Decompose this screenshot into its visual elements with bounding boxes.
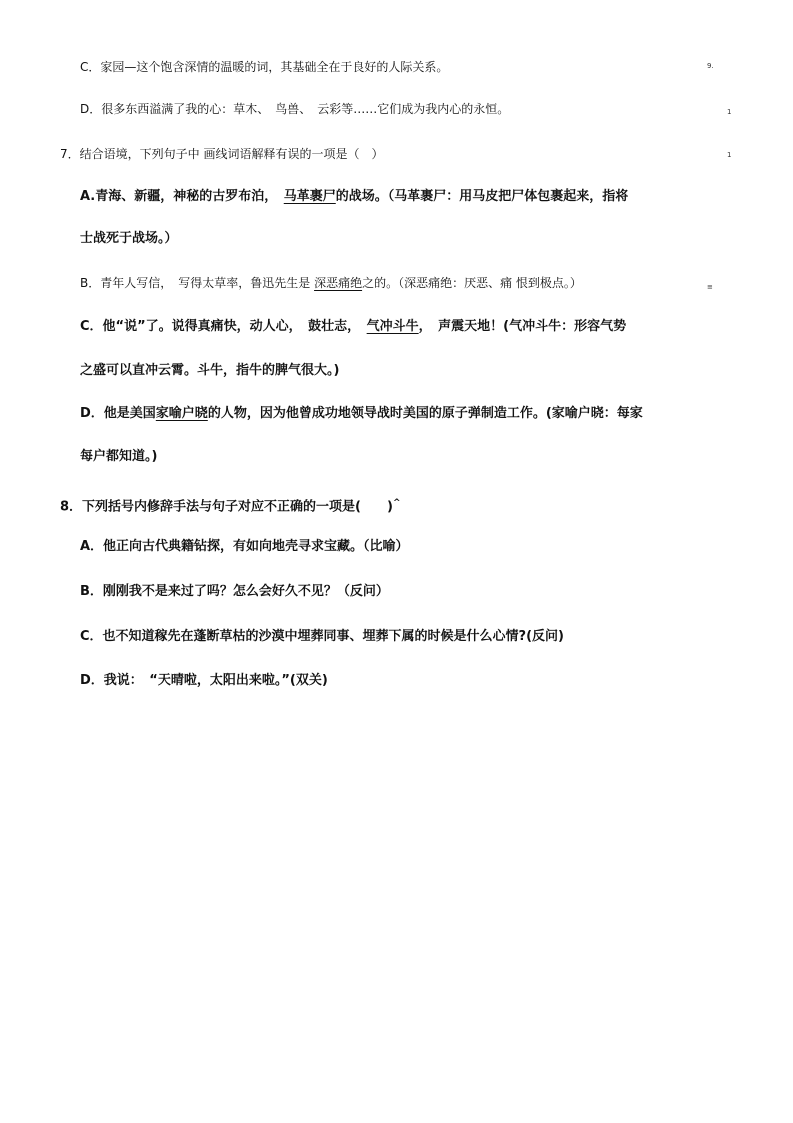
q8-caret-mark: ^	[392, 498, 401, 508]
q7-option-a	[80, 188, 628, 206]
q7-option-a-continuation: 士战死于战场。）	[80, 231, 178, 246]
margin-note-4: ≡	[707, 283, 713, 291]
q7-c-pre: C．他“说”了。说得真痛快，动人心， 鼓壮志，	[80, 319, 367, 334]
q7-c-post: ， 声震天地！(气冲斗牛：形容气势	[418, 319, 627, 334]
q7-d-pre: D．他是美国	[80, 406, 156, 421]
q7-option-d-continuation: 每户都知道。)	[80, 449, 158, 464]
q8-option-c: C．也不知道稼先在蓬断草枯的沙漠中埋葬同事、埋葬下属的时候是什么心情?(反问)	[80, 629, 564, 644]
q7-b-post: 之的。（深恶痛绝：厌恶、痛 恨到极点。）	[362, 276, 582, 290]
q7-stem: 7．结合语境，下列句子中 画线词语解释有误的一项是（ ）	[60, 147, 384, 161]
q8-option-b: B．刚刚我不是来过了吗？怎么会好久不见？（反问）	[80, 584, 389, 599]
q7-a-post: 的战场。（马革裹尸：用马皮把尸体包裹起来，指将	[335, 189, 629, 204]
q7-b-pre: B．青年人写信， 写得太草率，鲁迅先生是	[80, 276, 315, 290]
q7-b-underlined-word: 深恶痛绝	[314, 276, 363, 290]
q7-option-c-continuation: 之盛可以直冲云霄。斗牛，指牛的脾气很大。)	[80, 363, 340, 378]
q8-option-a: A．他正向古代典籍钻探，有如向地壳寻求宝藏。（比喻）	[80, 539, 409, 554]
q7-option-c	[80, 318, 626, 336]
q8-stem-text: 8．下列括号内修辞手法与句子对应不正确的一项是( )	[60, 499, 393, 515]
q7-d-post: 的人物，因为他曾成功地领导战时美国的原子弹制造工作。(家喻户晓：每家	[207, 406, 643, 421]
q8-stem	[60, 494, 400, 516]
margin-note-3: 1	[727, 151, 732, 159]
q8-option-d: D．我说： “天晴啦，太阳出来啦。”(双关)	[80, 673, 328, 688]
q7-option-b	[80, 274, 582, 292]
q7-c-underlined-word: 气冲斗牛	[366, 319, 419, 334]
margin-note-1: 9.	[707, 62, 714, 70]
q7-a-pre: A.青海、新疆，神秘的古罗布泊，	[80, 189, 284, 204]
q7-d-underlined-word: 家喻户晓	[155, 406, 208, 421]
q7-a-underlined-word: 马革裹尸	[283, 189, 336, 204]
margin-note-2: 1	[727, 108, 732, 116]
q7-option-d	[80, 405, 643, 423]
q6-option-c: C．家园—这个饱含深情的温暖的词，其基础全在于良好的人际关系。	[80, 60, 449, 74]
q6-option-d: D．很多东西溢满了我的心：草木、 鸟兽、 云彩等……它们成为我内心的永恒。	[80, 102, 510, 116]
